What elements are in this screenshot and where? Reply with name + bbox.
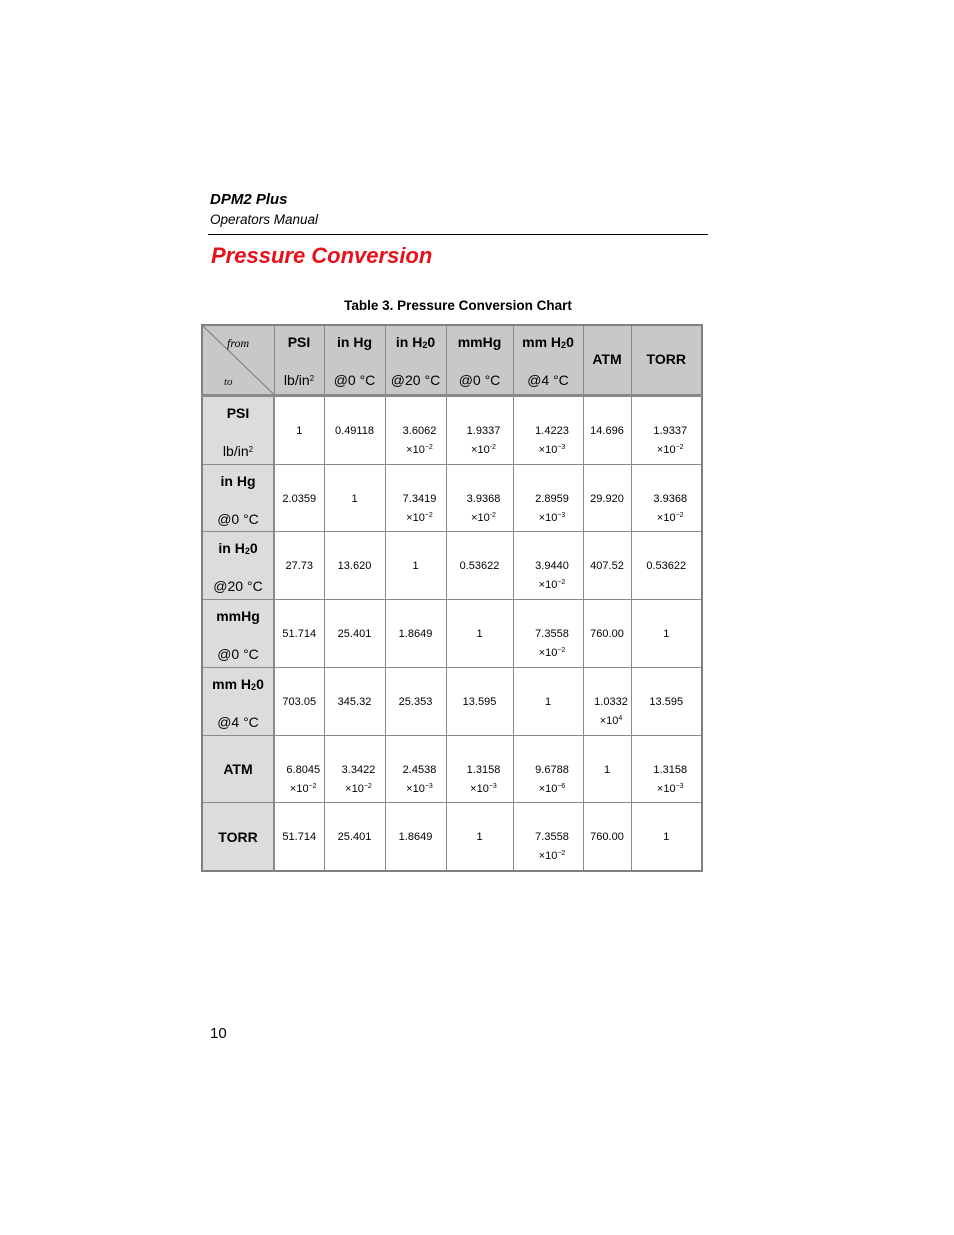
table-row [202, 803, 702, 871]
value-mantissa: 1.9337 [653, 425, 688, 437]
exponent-prefix: ×10 [406, 444, 425, 456]
value-mantissa: 51.714 [282, 831, 317, 844]
unit-name-text: TORR [646, 351, 686, 367]
conversion-value-cell [324, 532, 385, 600]
table-row [202, 396, 702, 465]
conversion-value-cell [583, 803, 631, 871]
exponent-prefix: ×10 [656, 782, 676, 795]
unit-name [203, 829, 273, 845]
value-exponent [640, 783, 702, 795]
value-mantissa: 7.3558 [535, 831, 569, 844]
row-header [202, 396, 274, 465]
unit-name [592, 351, 621, 367]
conversion-value-cell [324, 667, 385, 735]
value-mantissa: 1.3158 [466, 763, 501, 776]
table-row [202, 464, 702, 532]
exponent-power: −3 [557, 511, 566, 519]
value-mantissa: 2.4538 [402, 763, 437, 776]
row-header [202, 464, 274, 532]
value-mantissa: 2.8959 [535, 492, 569, 505]
exponent-power: −3 [675, 782, 684, 790]
value-mantissa: 1.8649 [398, 628, 433, 641]
unit-condition-text: @0 °C [217, 646, 259, 663]
conversion-value-cell [631, 532, 702, 600]
value-mantissa: 760.00 [590, 831, 624, 844]
value-mantissa: 1 [476, 628, 483, 641]
value-exponent [283, 783, 324, 795]
conversion-value-cell [513, 464, 583, 532]
column-header-row [202, 325, 702, 396]
conversion-value-cell [583, 735, 631, 803]
table-row [202, 735, 702, 803]
exponent-power: -2 [489, 444, 496, 451]
conversion-value-cell [274, 735, 324, 803]
value-exponent [455, 444, 513, 456]
conversion-value-cell [513, 803, 583, 871]
value-mantissa: 1.3158 [653, 763, 688, 776]
unit-name [447, 334, 513, 350]
conversion-value-cell [324, 735, 385, 803]
value-mantissa: 1 [476, 831, 483, 844]
value-exponent [394, 512, 446, 524]
conversion-value-cell [513, 667, 583, 735]
conversion-value-cell [583, 396, 631, 465]
value-mantissa: 27.73 [285, 560, 314, 573]
value-mantissa: 29.920 [590, 492, 624, 505]
column-header [324, 325, 385, 396]
column-header [274, 325, 324, 396]
exponent-power: −3 [557, 444, 566, 451]
unit-name [514, 334, 583, 350]
conversion-value-cell [385, 600, 446, 668]
table-row [202, 667, 702, 735]
exponent-power: −2 [675, 511, 684, 519]
value-mantissa: 6.8045 [286, 763, 321, 776]
conversion-value-cell [274, 667, 324, 735]
unit-name [203, 540, 273, 556]
exponent-power: −2 [675, 444, 684, 451]
exponent-prefix: ×10 [406, 511, 425, 524]
conversion-value-cell [274, 803, 324, 871]
value-mantissa: 3.9440 [535, 560, 569, 573]
exponent-power: −2 [557, 579, 566, 587]
value-mantissa: 25.353 [398, 695, 433, 708]
conversion-value-cell [631, 803, 702, 871]
table-caption: Table 3. Pressure Conversion Chart [344, 298, 572, 313]
value-mantissa: 7.3419 [402, 492, 437, 505]
column-header [513, 325, 583, 396]
value-mantissa: 13.595 [462, 695, 497, 708]
exponent-prefix: ×10 [599, 714, 619, 727]
unit-name-text: PSI [226, 405, 250, 421]
unit-condition-text: @20 °C [213, 578, 263, 595]
conversion-value-cell [631, 735, 702, 803]
value-mantissa: 13.620 [337, 560, 372, 573]
conversion-value-cell [274, 600, 324, 668]
value-mantissa: 1 [412, 560, 419, 573]
unit-name-tail: 0 [256, 675, 264, 692]
conversion-value-cell [583, 464, 631, 532]
conversion-value-cell [513, 735, 583, 803]
conversion-value-cell [446, 803, 513, 871]
value-exponent [455, 512, 513, 524]
value-exponent [640, 444, 702, 456]
unit-condition-text: @0 °C [217, 510, 259, 527]
conversion-value-cell [274, 532, 324, 600]
value-exponent [522, 850, 583, 862]
exponent-prefix: ×10 [538, 511, 558, 524]
value-mantissa: 345.32 [337, 695, 372, 708]
exponent-power: -2 [489, 511, 496, 519]
unit-name-tail: 0 [566, 334, 574, 350]
exponent-power: −2 [363, 782, 372, 790]
unit-name-subscript: 2 [561, 340, 567, 350]
unit-name [203, 608, 273, 624]
value-mantissa: 13.595 [649, 695, 684, 708]
value-mantissa: 1.0332 [594, 695, 628, 708]
unit-name-text: in H [218, 540, 245, 557]
value-mantissa: 3.3422 [341, 763, 376, 776]
value-exponent [333, 783, 385, 795]
value-mantissa: 3.6062 [402, 425, 437, 437]
unit-name-text: TORR [218, 828, 258, 845]
conversion-value-cell [324, 396, 385, 465]
value-mantissa: 9.6788 [535, 763, 569, 776]
unit-name-text: mmHg [457, 334, 502, 350]
unit-condition-text: @20 °C [390, 372, 441, 388]
value-mantissa: 1.9337 [466, 425, 501, 437]
table-corner-cell [202, 325, 274, 396]
value-exponent [640, 512, 702, 524]
exponent-prefix: ×10 [471, 444, 490, 456]
exponent-power: −2 [424, 511, 433, 519]
conversion-value-cell [513, 396, 583, 465]
conversion-value-cell [446, 396, 513, 465]
unit-condition-text: @4 °C [527, 372, 569, 388]
conversion-value-cell [631, 667, 702, 735]
value-mantissa: 2.0359 [282, 492, 317, 505]
row-header [202, 803, 274, 871]
conversion-value-cell [583, 600, 631, 668]
table-row [202, 532, 702, 600]
corner-to-label: to [224, 376, 233, 388]
exponent-prefix: ×10 [538, 579, 558, 592]
value-mantissa: 51.714 [282, 628, 317, 641]
value-mantissa: 1.8649 [398, 831, 433, 844]
exponent-prefix: ×10 [538, 647, 558, 660]
unit-name-text: ATM [223, 760, 253, 777]
unit-condition-text: @4 °C [217, 713, 259, 730]
header-rule [208, 234, 708, 235]
corner-from-label: from [227, 336, 250, 350]
column-header [631, 325, 702, 396]
column-header [446, 325, 513, 396]
value-mantissa: 703.05 [282, 695, 317, 708]
unit-name-text: in Hg [337, 334, 372, 350]
unit-condition-text: @0 °C [333, 372, 376, 388]
conversion-value-cell [324, 803, 385, 871]
unit-condition [203, 714, 273, 730]
pressure-conversion-table [201, 324, 703, 872]
section-title: Pressure Conversion [211, 243, 433, 268]
conversion-value-cell [274, 464, 324, 532]
unit-name-text: in H [395, 334, 423, 350]
row-header [202, 735, 274, 803]
exponent-power: −2 [424, 444, 433, 451]
value-mantissa: 0.53622 [646, 560, 687, 573]
row-header [202, 600, 274, 668]
unit-name-text: in Hg [220, 472, 256, 489]
exponent-prefix: ×10 [471, 511, 490, 524]
conversion-value-cell [446, 600, 513, 668]
unit-superscript: 2 [248, 445, 254, 454]
value-exponent [522, 579, 583, 591]
exponent-power: −2 [557, 850, 566, 858]
row-header [202, 667, 274, 735]
product-title: DPM2 Plus [210, 191, 288, 208]
value-exponent [394, 783, 446, 795]
value-mantissa: 3.9368 [466, 492, 501, 505]
exponent-prefix: ×10 [289, 782, 309, 795]
exponent-prefix: ×10 [538, 444, 558, 456]
value-mantissa: 1 [296, 425, 303, 437]
exponent-prefix: ×10 [470, 782, 489, 795]
unit-name [203, 761, 273, 777]
exponent-power: −3 [424, 782, 433, 790]
value-mantissa: 25.401 [337, 831, 372, 844]
conversion-value-cell [385, 667, 446, 735]
unit-name [203, 473, 273, 489]
unit-name [203, 676, 273, 692]
unit-name [386, 334, 446, 350]
unit-condition-text: @0 °C [458, 372, 501, 388]
unit-name [325, 334, 385, 350]
unit-name-tail: 0 [249, 540, 258, 557]
value-mantissa: 1 [603, 763, 611, 776]
column-header [385, 325, 446, 396]
unit-condition-text: lb/in [222, 443, 249, 459]
value-mantissa: 14.696 [590, 425, 624, 437]
exponent-prefix: ×10 [406, 782, 425, 795]
unit-name-text: ATM [592, 351, 622, 367]
unit-name-text: mm H [522, 334, 562, 350]
conversion-value-cell [631, 396, 702, 465]
exponent-prefix: ×10 [538, 850, 558, 863]
conversion-value-cell [385, 532, 446, 600]
value-exponent [522, 647, 583, 659]
conversion-value-cell [513, 532, 583, 600]
value-mantissa: 0.49118 [335, 425, 374, 437]
unit-condition [447, 372, 513, 388]
table-row [202, 600, 702, 668]
conversion-value-cell [274, 396, 324, 465]
value-mantissa: 7.3558 [535, 628, 569, 641]
unit-condition [203, 646, 273, 662]
conversion-value-cell [385, 464, 446, 532]
value-exponent [455, 783, 513, 795]
conversion-value-cell [631, 464, 702, 532]
unit-condition [203, 443, 273, 459]
conversion-value-cell [446, 464, 513, 532]
value-exponent [522, 512, 583, 524]
unit-condition [203, 511, 273, 527]
conversion-value-cell [385, 735, 446, 803]
conversion-value-cell [583, 532, 631, 600]
value-mantissa: 407.52 [590, 560, 624, 573]
conversion-value-cell [513, 600, 583, 668]
unit-name-tail: 0 [427, 334, 436, 350]
conversion-value-cell [324, 600, 385, 668]
exponent-power: −6 [557, 782, 566, 790]
value-mantissa: 25.401 [337, 628, 372, 641]
exponent-power: −2 [308, 782, 317, 790]
unit-name-subscript: 2 [244, 546, 250, 557]
conversion-value-cell [324, 464, 385, 532]
value-exponent [394, 444, 446, 456]
value-mantissa: 1 [663, 628, 670, 641]
exponent-power: 4 [618, 714, 623, 722]
row-header [202, 532, 274, 600]
conversion-value-cell [583, 667, 631, 735]
unit-name-text: mmHg [216, 608, 260, 625]
value-mantissa: 0.53622 [459, 560, 500, 573]
value-mantissa: 1 [544, 695, 552, 708]
conversion-value-cell [385, 803, 446, 871]
value-exponent [522, 444, 583, 456]
unit-condition-text: lb/in [283, 372, 310, 388]
column-header [583, 325, 631, 396]
unit-name [203, 405, 273, 421]
conversion-value-cell [446, 532, 513, 600]
exponent-power: −2 [557, 647, 566, 655]
value-mantissa: 1 [663, 831, 670, 844]
table-body [202, 396, 702, 872]
value-exponent [592, 715, 631, 727]
exponent-prefix: ×10 [538, 782, 558, 795]
conversion-value-cell [631, 600, 702, 668]
value-mantissa: 1 [351, 492, 358, 505]
exponent-prefix: ×10 [345, 782, 364, 795]
unit-condition [514, 372, 583, 388]
value-exponent [522, 783, 583, 795]
unit-superscript: 2 [309, 374, 315, 383]
unit-name-subscript: 2 [422, 340, 428, 350]
conversion-value-cell [385, 396, 446, 465]
page-number: 10 [210, 1025, 227, 1042]
exponent-prefix: ×10 [656, 511, 676, 524]
unit-condition [275, 372, 324, 388]
unit-condition [386, 372, 446, 388]
exponent-prefix: ×10 [656, 444, 676, 456]
unit-name [647, 351, 686, 367]
unit-name [275, 334, 324, 350]
unit-condition [325, 372, 385, 388]
unit-name-text: PSI [287, 334, 311, 350]
conversion-value-cell [446, 735, 513, 803]
value-mantissa: 1.4223 [535, 425, 569, 437]
conversion-value-cell [446, 667, 513, 735]
value-mantissa: 3.9368 [653, 492, 688, 505]
exponent-power: −3 [488, 782, 497, 790]
unit-condition [203, 578, 273, 594]
value-mantissa: 760.00 [590, 628, 624, 641]
unit-name-text: mm H [212, 675, 252, 692]
unit-name-subscript: 2 [251, 681, 257, 692]
manual-subtitle: Operators Manual [210, 212, 319, 227]
